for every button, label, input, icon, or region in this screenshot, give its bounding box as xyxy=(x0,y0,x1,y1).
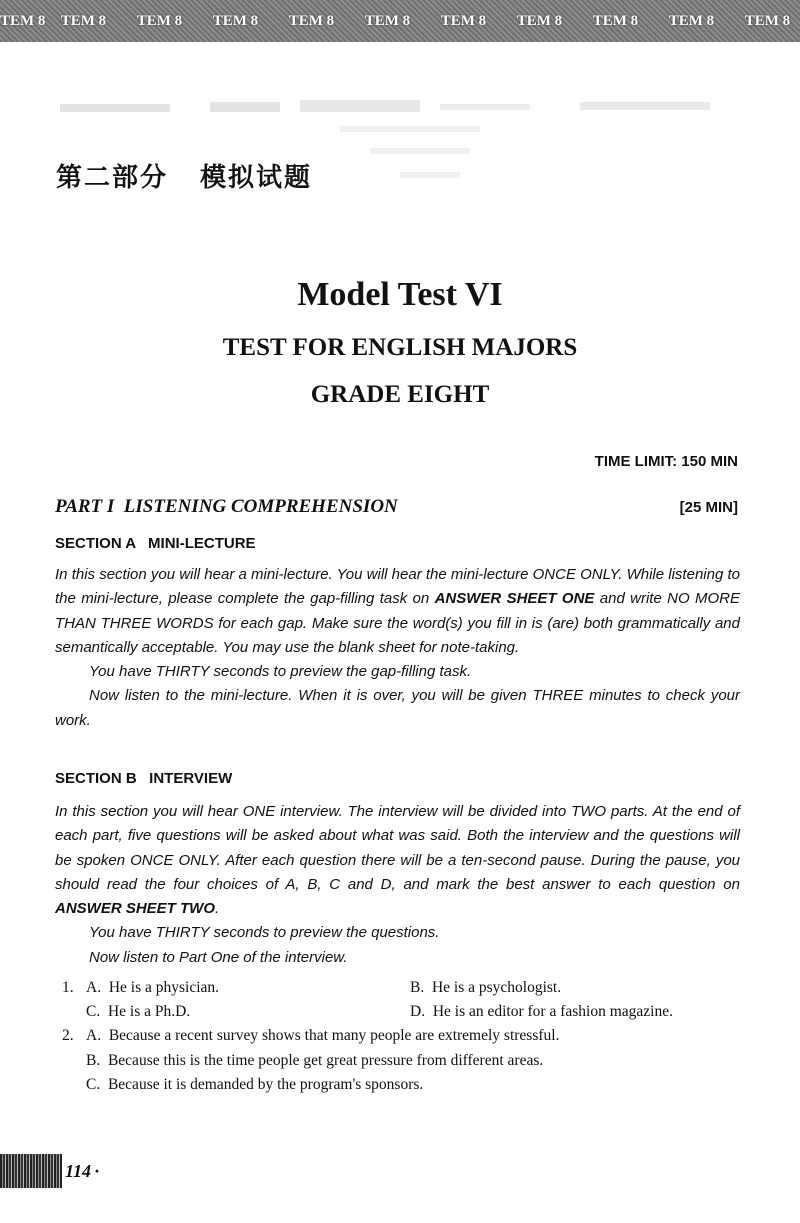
banner-label: TEM 8 xyxy=(592,12,639,29)
instruction-text: In this section you will hear a mini-lecture. You will hear the mini-lecture ONCE ONLY. While listening to the mini-lecture, please complete the gap-filling task on xyxy=(55,566,740,608)
listen-note: Now listen to Part One of the interview. xyxy=(89,948,348,966)
instruction-text: and write NO MORE THAN THREE WORDS for each gap. Make sure the word(s) you fill in is (are) both grammatically and semantically acceptable. You may use the blank sheet for note-taking. xyxy=(55,590,740,656)
bleed-through-svg xyxy=(40,92,720,212)
question-number: 2. xyxy=(62,1027,74,1045)
barcode-decoration xyxy=(0,1154,62,1188)
section-b-heading: SECTION B INTERVIEW xyxy=(55,770,233,787)
instruction-text: In this section you will hear ONE interview. The interview will be divided into TWO parts. At the end of each part, five questions will be asked about what was said. Both the interview and the questions will be spoken ONCE ONLY. After each question there will be a ten-second pause. During the pause, you should read the four choices of A, B, C and D, and mark the best answer to each question on xyxy=(55,803,740,893)
question-row xyxy=(62,976,740,1000)
question-number-spacer xyxy=(62,1049,86,1073)
section-a-heading: SECTION A MINI-LECTURE xyxy=(55,535,256,552)
bleed-through-texture xyxy=(40,92,720,212)
question-number-spacer xyxy=(62,1000,86,1024)
question-row xyxy=(62,1073,740,1097)
banner-label: TEM 8 xyxy=(60,12,107,29)
choice-d: D. He is an editor for a fashion magazine. xyxy=(410,1003,673,1021)
page-title: Model Test VI xyxy=(297,276,503,313)
grade-subtitle: GRADE EIGHT xyxy=(310,381,490,408)
question-row xyxy=(62,1000,740,1024)
page-footer xyxy=(0,1153,110,1189)
question-number-spacer xyxy=(62,1073,86,1097)
banner-label: TEM 8 xyxy=(364,12,411,29)
chapter-heading xyxy=(56,157,312,194)
question-row xyxy=(62,1024,740,1048)
question-number: 1. xyxy=(62,979,74,996)
part-title: PART I LISTENING COMPREHENSION xyxy=(55,496,398,517)
choice-a: A. Because a recent survey shows that many people are extremely stressful. xyxy=(86,1027,560,1045)
section-a-paragraph xyxy=(55,563,740,660)
test-subtitle: TEST FOR ENGLISH MAJORS xyxy=(222,334,578,361)
answer-sheet-label: ANSWER SHEET TWO xyxy=(55,900,215,918)
choice-c: C. He is a Ph.D. xyxy=(86,1003,191,1021)
question-list xyxy=(62,976,740,1097)
instruction-text: . xyxy=(215,900,220,918)
section-a-instructions xyxy=(55,563,740,733)
listen-note: Now listen to the mini-lecture. When it is over, you will be given THREE minutes to check your work. xyxy=(55,687,740,729)
question-row xyxy=(62,1049,740,1073)
preview-note: You have THIRTY seconds to preview the gap-filling task. xyxy=(89,663,472,681)
section-b-instructions xyxy=(55,800,740,970)
choice-b: B. He is a psychologist. xyxy=(410,979,562,996)
choice-a: A. He is a physician. xyxy=(86,979,220,996)
choice-b: B. Because this is the time people get great pressure from different areas. xyxy=(86,1051,544,1069)
part-duration: [25 MIN] xyxy=(679,499,738,516)
page-number: 114 xyxy=(65,1160,92,1181)
chapter-name: 模拟试题 xyxy=(200,163,313,193)
time-limit: TIME LIMIT: 150 MIN xyxy=(594,453,738,470)
preview-note: You have THIRTY seconds to preview the questions. xyxy=(89,924,440,942)
chapter-part: 第二部分 xyxy=(56,163,169,193)
banner-label: TEM 8 xyxy=(668,12,715,29)
header-banner xyxy=(0,0,800,42)
part-heading-row xyxy=(55,496,738,518)
section-b-paragraph xyxy=(55,800,740,921)
banner-label: TEM 8 xyxy=(440,12,487,29)
answer-sheet-label: ANSWER SHEET ONE xyxy=(434,590,595,608)
banner-label: TEM 8 xyxy=(744,12,791,29)
banner-label: TEM 8 xyxy=(212,12,259,29)
banner-label: TEM 8 xyxy=(288,12,335,29)
banner-label: TEM 8 xyxy=(136,12,183,29)
banner-label: TEM 8 xyxy=(516,12,563,29)
page-number-dot: · xyxy=(94,1160,101,1181)
choice-c: C. Because it is demanded by the program's sponsors. xyxy=(86,1075,424,1093)
banner-label: TEM 8 xyxy=(0,12,46,29)
